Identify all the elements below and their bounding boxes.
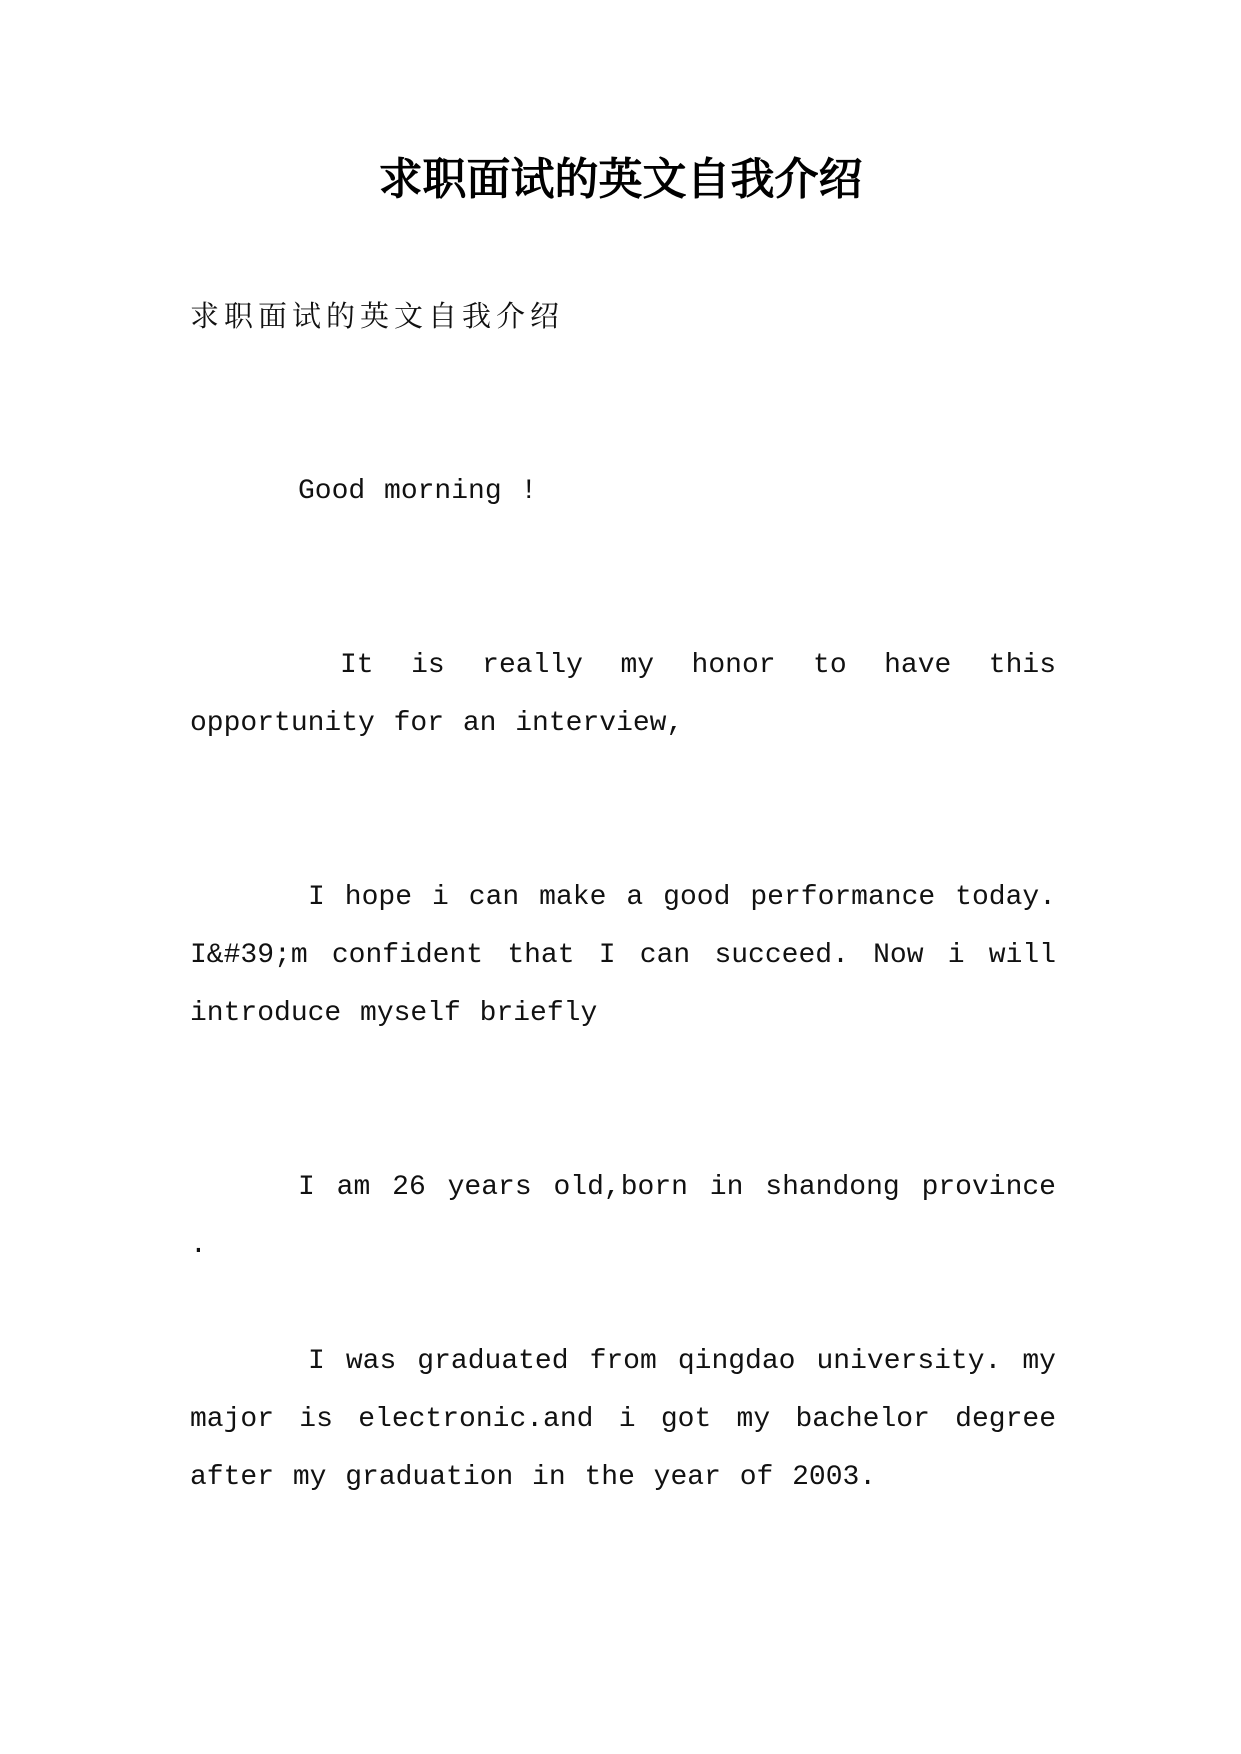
document-subtitle: 求职面试的英文自我介绍: [190, 299, 565, 333]
paragraph-honor: It is really my honor to have this opportunity for an interview,: [190, 650, 1056, 739]
paragraph-age: I am 26 years old,born in shandong province .: [190, 1172, 1056, 1261]
paragraph-performance: I hope i can make a good performance today. I&#39;m confident that I can succeed. Now i will introduce myself briefly: [190, 882, 1056, 1029]
paragraph-education: I was graduated from qingdao university. my major is electronic.and i got my bachelor degree after my graduation in the year of 2003.: [190, 1346, 1056, 1493]
document-title: 求职面试的英文自我介绍: [378, 154, 863, 205]
paragraph-greeting: Good morning !: [298, 476, 538, 507]
